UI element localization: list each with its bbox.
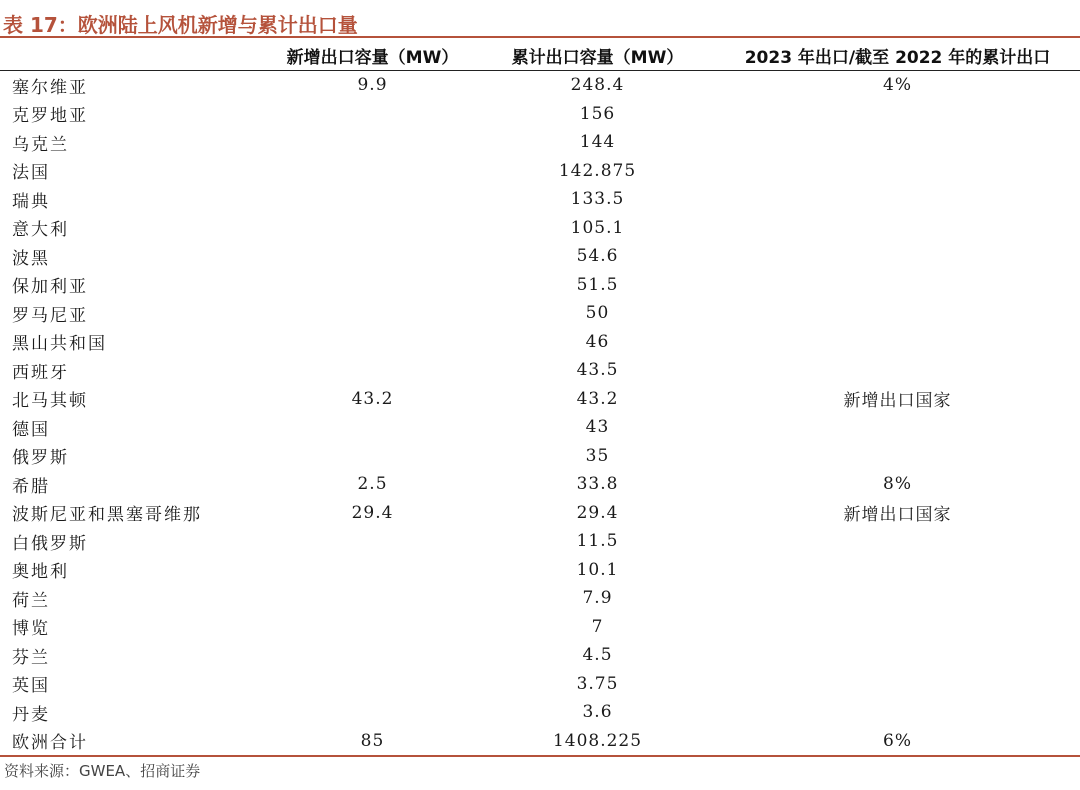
country-cell: 德国 — [12, 419, 50, 440]
country-cell: 白俄罗斯 — [12, 533, 88, 554]
new-export-cell — [265, 328, 480, 357]
table-row — [0, 271, 1080, 300]
cumulative-export-cell: 51.5 — [576, 274, 619, 295]
new-export-cell: 43.2 — [351, 388, 394, 409]
table-row — [0, 242, 1080, 271]
cumulative-export-cell: 144 — [579, 132, 616, 153]
country-cell: 罗马尼亚 — [12, 305, 88, 326]
country-cell: 黑山共和国 — [12, 334, 107, 355]
country-cell: 瑞典 — [12, 191, 50, 212]
cumulative-export-cell: 7.9 — [582, 588, 613, 609]
ratio-cell — [715, 613, 1080, 642]
header-ratio: 2023 年出口/截至 2022 年的累计出口 — [744, 47, 1051, 68]
new-export-cell: 85 — [360, 730, 385, 751]
table-row — [0, 185, 1080, 214]
ratio-cell: 4% — [883, 75, 912, 96]
table-row — [0, 613, 1080, 642]
new-export-cell: 29.4 — [351, 502, 394, 523]
ratio-cell — [715, 242, 1080, 271]
country-cell: 奥地利 — [12, 562, 69, 583]
ratio-cell — [715, 299, 1080, 328]
ratio-cell — [715, 128, 1080, 157]
new-export-cell — [265, 214, 480, 243]
cumulative-export-cell: 10.1 — [576, 559, 619, 580]
ratio-cell — [715, 442, 1080, 471]
header-new-export: 新增出口容量（MW） — [286, 47, 459, 68]
table-row — [0, 385, 1080, 414]
cumulative-export-cell: 1408.225 — [552, 730, 643, 751]
new-export-cell — [265, 698, 480, 727]
ratio-cell: 新增出口国家 — [843, 505, 952, 526]
cumulative-export-cell: 133.5 — [570, 189, 625, 210]
country-cell: 塞尔维亚 — [12, 77, 88, 98]
cumulative-export-cell: 156 — [579, 103, 616, 124]
ratio-cell — [715, 185, 1080, 214]
cumulative-export-cell: 105.1 — [570, 217, 625, 238]
new-export-cell — [265, 670, 480, 699]
table-row — [0, 527, 1080, 556]
cumulative-export-cell: 46 — [585, 331, 610, 352]
table-row — [0, 71, 1080, 100]
source-note: 资料来源：GWEA、招商证券 — [4, 762, 201, 780]
ratio-cell — [715, 527, 1080, 556]
country-cell: 北马其顿 — [12, 391, 88, 412]
table-row — [0, 299, 1080, 328]
table-row — [0, 356, 1080, 385]
table-row — [0, 413, 1080, 442]
cumulative-export-cell: 50 — [585, 303, 610, 324]
ratio-cell — [715, 584, 1080, 613]
table-row — [0, 698, 1080, 727]
ratio-cell — [715, 271, 1080, 300]
ratio-cell — [715, 641, 1080, 670]
new-export-cell: 2.5 — [357, 474, 388, 495]
new-export-cell — [265, 271, 480, 300]
country-cell: 俄罗斯 — [12, 448, 69, 469]
new-export-cell — [265, 527, 480, 556]
country-cell: 丹麦 — [12, 704, 50, 725]
new-export-cell — [265, 356, 480, 385]
ratio-cell — [715, 698, 1080, 727]
cumulative-export-cell: 142.875 — [558, 160, 637, 181]
country-cell: 英国 — [12, 676, 50, 697]
country-cell: 欧洲合计 — [12, 733, 88, 754]
total-row — [0, 727, 1080, 757]
country-cell: 西班牙 — [12, 362, 69, 383]
cumulative-export-cell: 35 — [585, 445, 610, 466]
new-export-cell — [265, 185, 480, 214]
table-row — [0, 556, 1080, 585]
table-row — [0, 584, 1080, 613]
ratio-cell: 新增出口国家 — [843, 391, 952, 412]
table-row — [0, 328, 1080, 357]
cumulative-export-cell: 43.5 — [576, 360, 619, 381]
cumulative-export-cell: 4.5 — [582, 645, 613, 666]
country-cell: 法国 — [12, 163, 50, 184]
new-export-cell — [265, 100, 480, 129]
cumulative-export-cell: 54.6 — [576, 246, 619, 267]
cumulative-export-cell: 3.6 — [582, 702, 613, 723]
header-cumulative-export: 累计出口容量（MW） — [511, 47, 684, 68]
new-export-cell — [265, 442, 480, 471]
cumulative-export-cell: 248.4 — [570, 75, 625, 96]
table-title: 表 17：欧洲陆上风机新增与累计出口量 — [3, 13, 358, 37]
table-row — [0, 641, 1080, 670]
cumulative-export-cell: 43 — [585, 417, 610, 438]
table-row — [0, 100, 1080, 129]
new-export-cell — [265, 584, 480, 613]
ratio-cell — [715, 328, 1080, 357]
ratio-cell — [715, 157, 1080, 186]
country-cell: 意大利 — [12, 220, 69, 241]
table-row — [0, 157, 1080, 186]
country-cell: 博览 — [12, 619, 50, 640]
cumulative-export-cell: 11.5 — [576, 531, 619, 552]
new-export-cell — [265, 413, 480, 442]
country-cell: 乌克兰 — [12, 134, 69, 155]
new-export-cell — [265, 242, 480, 271]
ratio-cell — [715, 556, 1080, 585]
cumulative-export-cell: 7 — [591, 616, 604, 637]
ratio-cell: 8% — [883, 474, 912, 495]
table-row — [0, 499, 1080, 528]
new-export-cell — [265, 157, 480, 186]
ratio-cell: 6% — [883, 730, 912, 751]
ratio-cell — [715, 413, 1080, 442]
new-export-cell: 9.9 — [357, 75, 388, 96]
new-export-cell — [265, 641, 480, 670]
table-body — [0, 71, 1080, 757]
country-cell: 芬兰 — [12, 647, 50, 668]
cumulative-export-cell: 29.4 — [576, 502, 619, 523]
new-export-cell — [265, 128, 480, 157]
new-export-cell — [265, 299, 480, 328]
cumulative-export-cell: 33.8 — [576, 474, 619, 495]
ratio-cell — [715, 214, 1080, 243]
table-row — [0, 442, 1080, 471]
cumulative-export-cell: 43.2 — [576, 388, 619, 409]
country-cell: 荷兰 — [12, 590, 50, 611]
table-row — [0, 470, 1080, 499]
new-export-cell — [265, 613, 480, 642]
title-bar — [0, 6, 1080, 38]
data-table — [0, 40, 1080, 757]
country-cell: 波黑 — [12, 248, 50, 269]
country-cell: 克罗地亚 — [12, 106, 88, 127]
country-cell: 希腊 — [12, 476, 50, 497]
table-row — [0, 214, 1080, 243]
ratio-cell — [715, 100, 1080, 129]
table-row — [0, 670, 1080, 699]
header-country — [0, 40, 265, 71]
table-row — [0, 128, 1080, 157]
ratio-cell — [715, 356, 1080, 385]
cumulative-export-cell: 3.75 — [576, 673, 619, 694]
new-export-cell — [265, 556, 480, 585]
country-cell: 波斯尼亚和黑塞哥维那 — [12, 505, 202, 526]
country-cell: 保加利亚 — [12, 277, 88, 298]
header-row — [0, 40, 1080, 71]
ratio-cell — [715, 670, 1080, 699]
